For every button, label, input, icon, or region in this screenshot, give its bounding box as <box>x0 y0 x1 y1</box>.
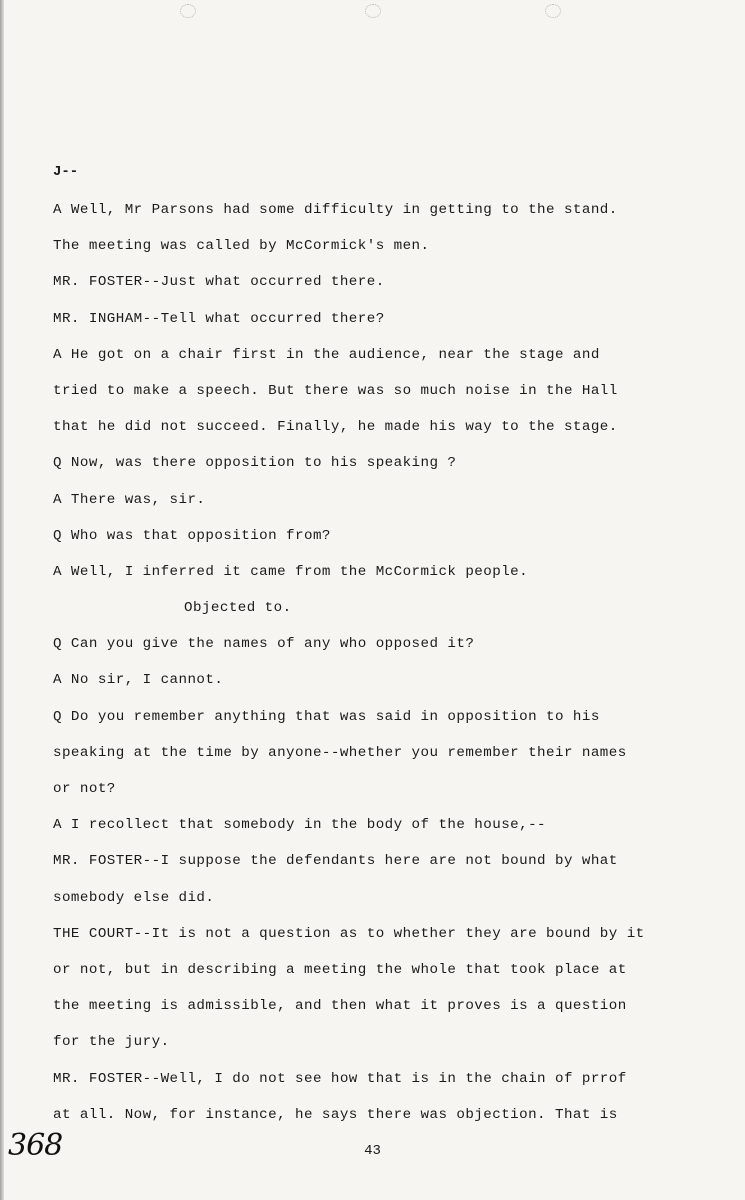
transcript-line: THE COURT--It is not a question as to whether they are bound by it <box>53 925 645 942</box>
transcript-line: Q Do you remember anything that was said in opposition to his <box>53 708 600 725</box>
transcript-body <box>53 200 693 1141</box>
page-edge-shadow <box>0 0 4 1200</box>
punch-hole-mark <box>365 4 381 18</box>
transcript-line: at all. Now, for instance, he says there was objection. That is <box>53 1106 618 1123</box>
transcript-line: tried to make a speech. But there was so much noise in the Hall <box>53 382 618 399</box>
transcript-line: A There was, sir. <box>53 491 206 508</box>
transcript-line: The meeting was called by McCormick's men. <box>53 238 430 255</box>
transcript-line: MR. FOSTER--Just what occurred there. <box>53 274 385 291</box>
transcript-line: MR. FOSTER--I suppose the defendants here are not bound by what <box>53 853 618 870</box>
transcript-line: the meeting is admissible, and then what it proves is a question <box>53 998 627 1015</box>
page-number: 43 <box>364 1143 381 1159</box>
transcript-line: speaking at the time by anyone--whether you remember their names <box>53 744 627 761</box>
transcript-line: A Well, Mr Parsons had some difficulty in getting to the stand. <box>53 202 618 218</box>
punch-hole-mark <box>180 4 196 18</box>
transcript-line: for the jury. <box>53 1034 170 1051</box>
transcript-line: MR. FOSTER--Well, I do not see how that is in the chain of prrof <box>53 1070 627 1087</box>
transcript-line: Objected to. <box>184 600 292 617</box>
transcript-line: Q Who was that opposition from? <box>53 527 331 544</box>
transcript-line: MR. INGHAM--Tell what occurred there? <box>53 310 385 327</box>
transcript-line: somebody else did. <box>53 889 215 906</box>
transcript-line: or not? <box>53 781 116 797</box>
transcript-line: A Well, I inferred it came from the McCormick people. <box>53 563 529 580</box>
transcript-line: or not, but in describing a meeting the whole that took place at <box>53 961 627 978</box>
transcript-line: Q Now, was there opposition to his speaking ? <box>53 455 457 472</box>
handwritten-margin-number: 368 <box>8 1128 63 1163</box>
transcript-line: A He got on a chair first in the audience, near the stage and <box>53 346 600 363</box>
transcript-line: that he did not succeed. Finally, he made his way to the stage. <box>53 419 618 436</box>
transcript-line: A I recollect that somebody in the body of the house,-- <box>53 817 547 834</box>
punch-hole-mark <box>545 4 561 18</box>
transcript-line: Q Can you give the names of any who opposed it? <box>53 636 475 653</box>
transcript-line: A No sir, I cannot. <box>53 672 224 689</box>
section-header: J-- <box>53 164 79 180</box>
